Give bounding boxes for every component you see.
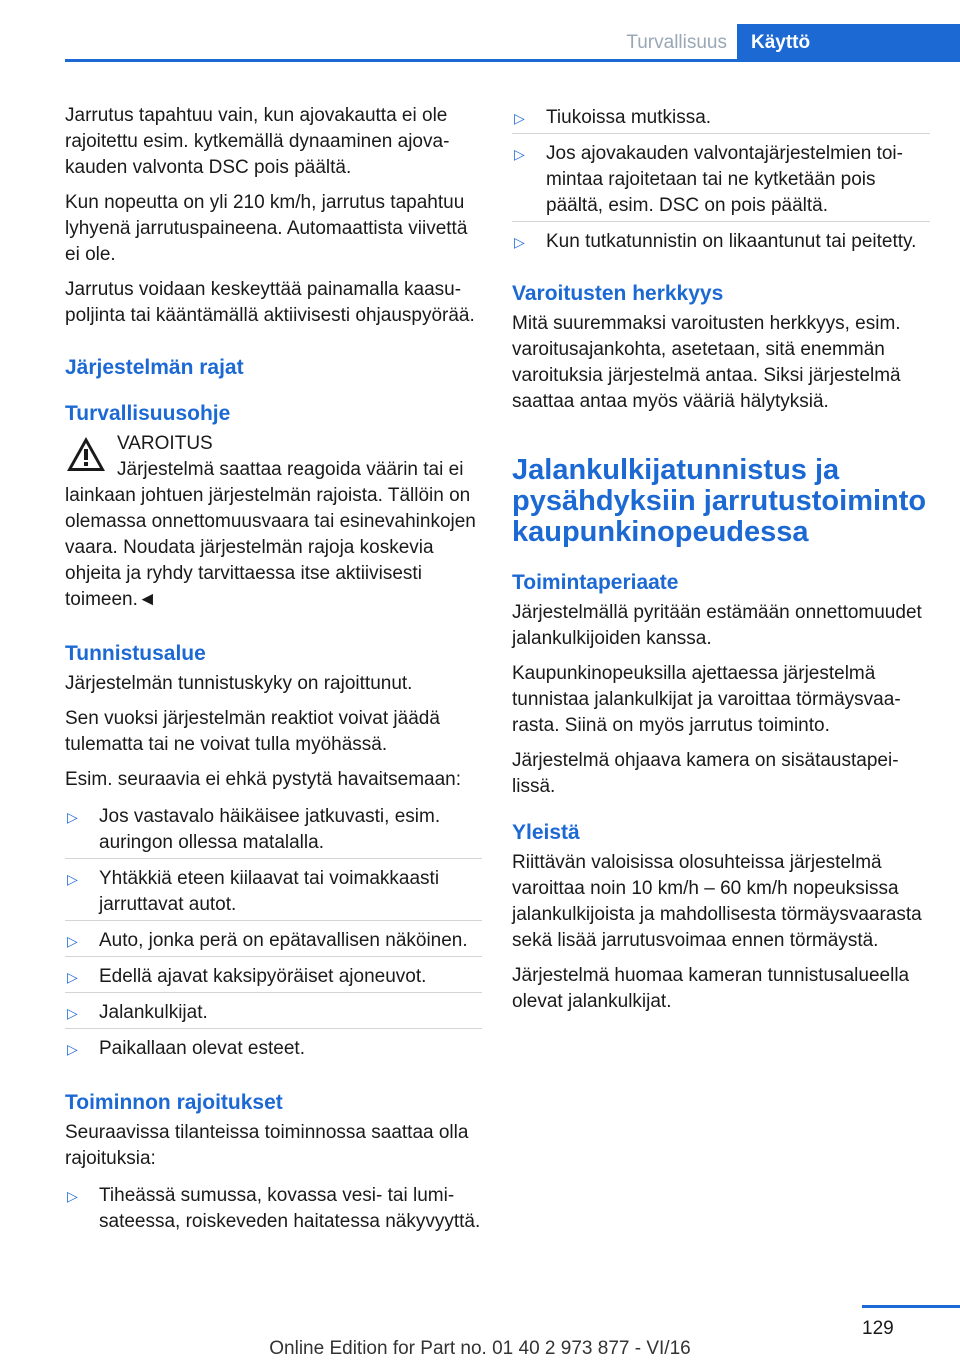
list-item bbox=[65, 962, 482, 993]
paragraph: Jarrutus tapahtuu vain, kun ajovakautta ei ole rajoitettu esim. kytkemällä dynaaminen ajovakauden valvonta DSC pois päältä. bbox=[65, 105, 450, 178]
paragraph: Järjestelmä ohjaava kamera on sisätaustapeilissä. bbox=[512, 750, 899, 797]
paragraph: Kaupunkinopeuksilla ajettaessa järjestelmä tunnistaa jalankulkijat ja varoittaa törmäysvaarasta. Siinä on myös jarrutus toiminto. bbox=[512, 663, 901, 736]
detection-limits-list bbox=[65, 802, 482, 1064]
heading-operating-principle: Toimintaperiaate bbox=[512, 571, 679, 594]
paragraph: Seuraavissa tilanteissa toiminnossa saattaa olla rajoituksia: bbox=[65, 1122, 469, 1169]
paragraph: Kun nopeutta on yli 210 km/h, jarrutus tapahtuu lyhyenä jarrutuspaineena. Automaattista viivettä ei ole. bbox=[65, 192, 468, 265]
list-item-text: Jos vastavalo häikäisee jatkuvasti, esim. auringon ollessa matalalla. bbox=[99, 806, 441, 853]
heading-pedestrian-detection: Jalankulkijatunnistus ja pysähdyksiin jarrutustoiminto kaupunkinopeudessa bbox=[512, 454, 927, 548]
heading-general: Yleistä bbox=[512, 821, 580, 844]
right-column bbox=[512, 103, 930, 1024]
heading-warning-sensitivity: Varoitusten herkkyys bbox=[512, 282, 724, 305]
list-item-text: Jos ajovakauden valvontajärjestelmien toimintaa rajoitetaan tai ne kytketään pois päältä, esim. DSC on pois päältä. bbox=[546, 143, 903, 216]
warning-box bbox=[65, 431, 482, 613]
footer-divider bbox=[862, 1305, 960, 1308]
triangle-bullet-icon: ▷ bbox=[514, 110, 525, 126]
triangle-bullet-icon: ▷ bbox=[67, 1005, 78, 1021]
triangle-bullet-icon: ▷ bbox=[67, 1188, 78, 1204]
section-tab-safety[interactable]: Turvallisuus bbox=[626, 32, 727, 53]
list-item-text: Jalankulkijat. bbox=[99, 1002, 208, 1023]
paragraph: Järjestelmän tunnistuskyky on rajoittunut. bbox=[65, 673, 413, 694]
list-item bbox=[65, 998, 482, 1029]
header-divider bbox=[65, 59, 960, 62]
left-column bbox=[65, 103, 482, 1242]
list-item bbox=[512, 139, 930, 222]
heading-function-restrictions: Toiminnon rajoitukset bbox=[65, 1091, 283, 1114]
heading-system-limits: Järjestelmän rajat bbox=[65, 356, 244, 379]
warning-text: Järjestelmä saattaa reagoida väärin tai ei lainkaan johtuen järjestelmän rajoista. Tällöin on olemassa onnettomuusvaara tai esinevahinkojen vaara. Noudata järjestelmän rajoja koskevia ohjeita ja ryhdy tarvittaessa itse aktiivisesti toimeen.◄ bbox=[65, 459, 476, 610]
list-item bbox=[65, 1034, 482, 1064]
list-item-text: Tiheässä sumussa, kovassa vesi- tai lumisateessa, roiskeveden haitatessa näkyvyyttä. bbox=[99, 1185, 481, 1232]
triangle-bullet-icon: ▷ bbox=[67, 809, 78, 825]
paragraph: Järjestelmällä pyritään estämään onnettomuudet jalankulkijoiden kanssa. bbox=[512, 602, 922, 649]
edition-note: Online Edition for Part no. 01 40 2 973 877 - VI/16 bbox=[269, 1338, 691, 1359]
triangle-bullet-icon: ▷ bbox=[67, 969, 78, 985]
triangle-bullet-icon: ▷ bbox=[514, 234, 525, 250]
warning-title: VAROITUS bbox=[117, 433, 213, 454]
list-item bbox=[65, 1181, 482, 1237]
paragraph: Jarrutus voidaan keskeyttää painamalla kaasupoljinta tai kääntämällä aktiivisesti ohjauspyörää. bbox=[65, 279, 475, 326]
heading-safety-note: Turvallisuusohje bbox=[65, 402, 231, 425]
list-item bbox=[512, 227, 930, 257]
paragraph: Sen vuoksi järjestelmän reaktiot voivat jäädä tulematta tai ne voivat tulla myöhässä. bbox=[65, 708, 440, 755]
page-number: 129 bbox=[862, 1318, 894, 1339]
restrictions-list bbox=[65, 1181, 482, 1237]
list-item bbox=[512, 103, 930, 134]
list-item-text: Auto, jonka perä on epätavallisen näköinen. bbox=[99, 930, 468, 951]
list-item-text: Yhtäkkiä eteen kiilaavat tai voimakkaasti jarruttavat autot. bbox=[99, 868, 440, 915]
paragraph: Riittävän valoisissa olosuhteissa järjestelmä varoittaa noin 10 km/h – 60 km/h nopeuksissa jalankulkijoista ja mahdollisesta törmäysvaarasta sekä lisää jarrutusvoimaa ennen törmäystä. bbox=[512, 852, 922, 951]
list-item bbox=[65, 864, 482, 921]
warning-triangle-icon bbox=[65, 435, 107, 473]
triangle-bullet-icon: ▷ bbox=[67, 871, 78, 887]
paragraph: Mitä suuremmaksi varoitusten herkkyys, esim. varoitusajankohta, asetetaan, sitä enemmän varoituksia järjestelmä antaa. Siksi järjestelmä saattaa antaa myös vääriä hälytyksiä. bbox=[512, 313, 901, 412]
restrictions-list-continued bbox=[512, 103, 930, 257]
list-item-text: Tiukoissa mutkissa. bbox=[546, 107, 712, 128]
page-header bbox=[65, 24, 960, 62]
list-item bbox=[65, 802, 482, 859]
triangle-bullet-icon: ▷ bbox=[67, 1041, 78, 1057]
paragraph: Järjestelmä huomaa kameran tunnistusalueella olevat jalankulkijat. bbox=[512, 965, 910, 1012]
triangle-bullet-icon: ▷ bbox=[67, 933, 78, 949]
list-item-text: Kun tutkatunnistin on likaantunut tai peitetty. bbox=[546, 231, 917, 252]
list-item-text: Edellä ajavat kaksipyöräiset ajoneuvot. bbox=[99, 966, 427, 987]
section-tab-operation[interactable]: Käyttö bbox=[737, 24, 960, 62]
list-item bbox=[65, 926, 482, 957]
paragraph: Esim. seuraavia ei ehkä pystytä havaitsemaan: bbox=[65, 769, 462, 790]
heading-detection-range: Tunnistusalue bbox=[65, 642, 206, 665]
list-item-text: Paikallaan olevat esteet. bbox=[99, 1038, 305, 1059]
triangle-bullet-icon: ▷ bbox=[514, 146, 525, 162]
